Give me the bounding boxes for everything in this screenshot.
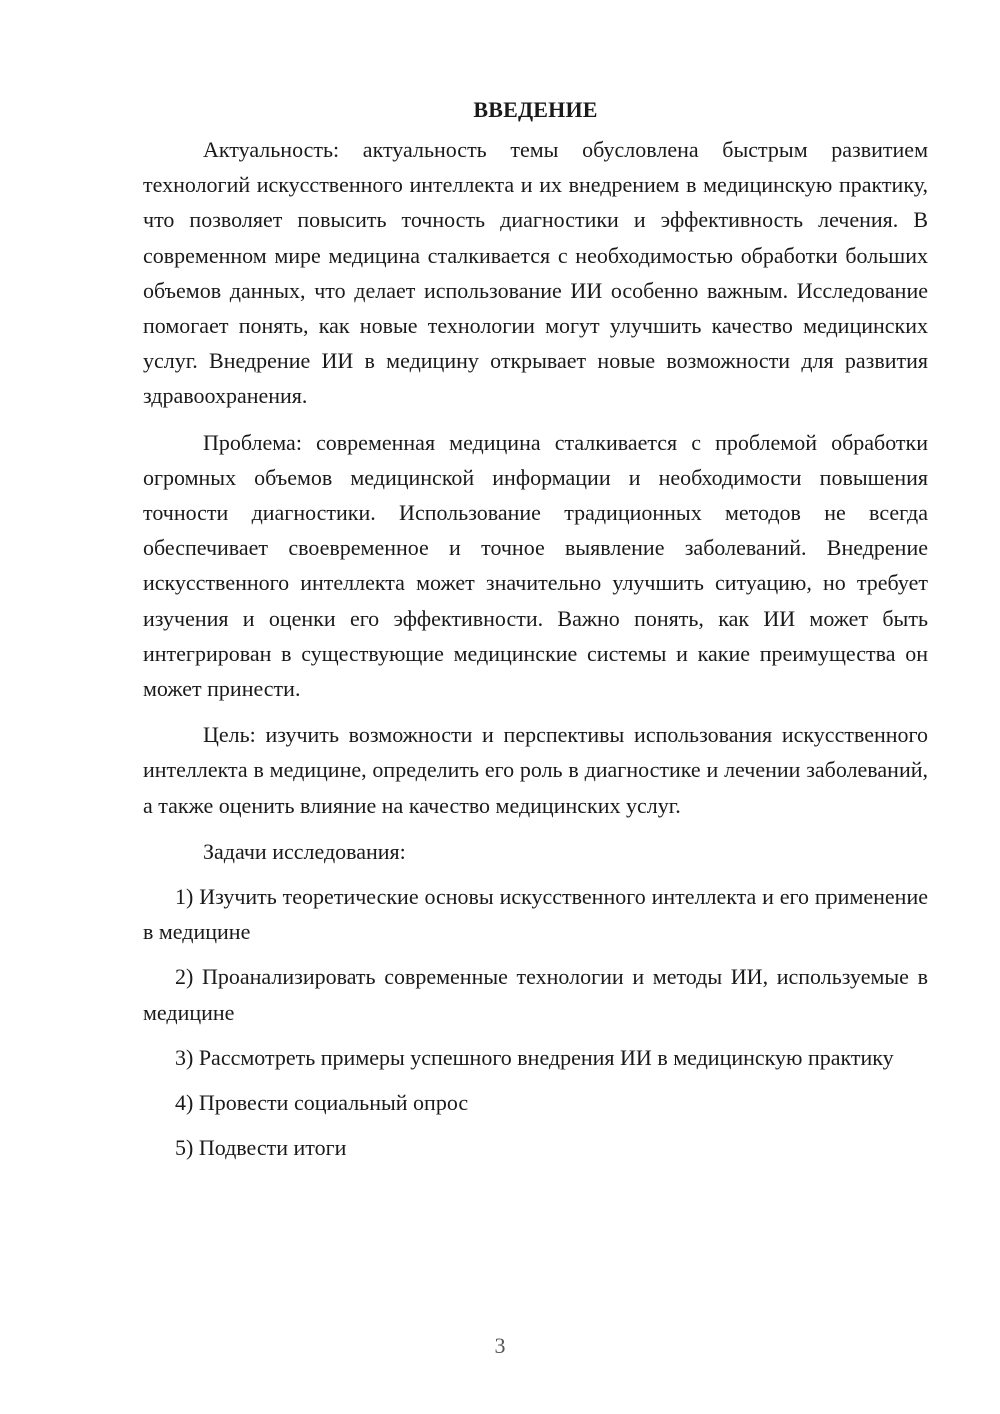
document-page xyxy=(143,92,928,1175)
goal-paragraph: Цель: изучить возможности и перспективы использования искусственного интеллекта в медицине, определить его роль в диагностике и лечении заболеваний, а также оценить влияние на качество медицинских услуг. xyxy=(143,722,928,818)
tasks-list xyxy=(143,879,928,1165)
tasks-label: Задачи исследования: xyxy=(203,838,406,864)
task-item: 1) Изучить теоретические основы искусственного интеллекта и его применение в медицине xyxy=(143,884,928,945)
task-item: 2) Проанализировать современные технологии и методы ИИ, используемые в медицине xyxy=(143,964,928,1025)
task-item: 3) Рассмотреть примеры успешного внедрения ИИ в медицинскую практику xyxy=(175,1044,894,1070)
page-number: 3 xyxy=(494,1333,506,1358)
problem-paragraph: Проблема: современная медицина сталкивается с проблемой обработки огромных объемов медицинской информации и необходимости повышения точности диагностики. Использование традиционных методов не всегда обеспечивает своевременное и точное выявление заболеваний. Внедрение искусственного интеллекта может значительно улучшить ситуацию, но требует изучения и оценки его эффективности. Важно понять, как ИИ может быть интегрирован в существующие медицинские системы и какие преимущества он может принести. xyxy=(143,429,928,702)
section-heading: ВВЕДЕНИЕ xyxy=(473,97,598,122)
relevance-paragraph: Актуальность: актуальность темы обусловлена быстрым развитием технологий искусственного интеллекта и их внедрением в медицинскую практику, что позволяет повысить точность диагностики и эффективность лечения. В современном мире медицина сталкивается с необходимостью обработки больших объемов данных, что делает использование ИИ особенно важным. Исследование помогает понять, как новые технологии могут улучшить качество медицинских услуг. Внедрение ИИ в медицину открывает новые возможности для развития здравоохранения. xyxy=(143,137,928,409)
task-item: 4) Провести социальный опрос xyxy=(175,1090,469,1116)
task-item: 5) Подвести итоги xyxy=(175,1135,347,1161)
